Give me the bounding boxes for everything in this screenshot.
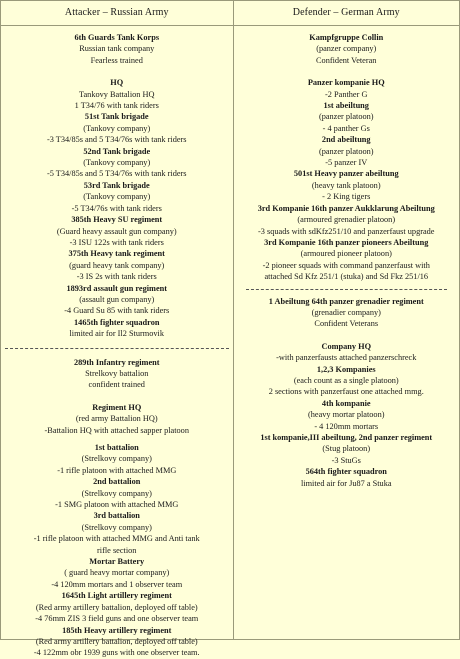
gun1893-detail: -4 Guard Su 85 with tank riders: [64, 306, 170, 316]
brigade52-detail: -5 T34/85s and 5 T34/76s with tank riders: [46, 169, 187, 179]
brigade51-title: 51st Tank brigade: [84, 112, 149, 122]
regiment-hq-line1: (red army Battalion HQ): [75, 414, 158, 424]
battalion3-detail2: rifle section: [97, 545, 137, 555]
abt2-detail: -5 panzer IV: [325, 158, 368, 168]
inf289-company: Strelkovy battalion: [85, 368, 149, 378]
heavy501-title: 501st Heavy panzer abeiltung: [293, 169, 399, 179]
su385-company: (Guard heavy assault gun company): [56, 226, 177, 236]
abt1-company: (panzer platoon): [318, 112, 374, 122]
k123-line2: 2 sections with panzerfaust one attached mmg.: [268, 387, 424, 397]
k3-aukklarung-company: (armoured grenadier platoon): [297, 215, 396, 225]
mortar-detail: -4 120mm mortars and 1 observer team: [51, 579, 183, 589]
brigade51-detail: -3 T34/85s and 5 T34/76s with tank riders: [46, 135, 187, 145]
k1-stug-title: 1st kompanie,III abeiltung, 2nd panzer regiment: [260, 433, 433, 442]
su385-title: 385th Heavy SU regiment: [71, 215, 163, 225]
battalion1-company: (Strelkovy company): [81, 454, 152, 464]
battalion2-company: (Strelkovy company): [81, 488, 152, 498]
panzer-hq-detail: -2 Panther G: [325, 89, 368, 99]
section-divider: [246, 289, 448, 290]
corps-title: 6th Guards Tank Korps: [74, 33, 160, 42]
art1645-title: 1645th Light artillery regiment: [61, 591, 172, 601]
hq-title: HQ: [110, 78, 124, 88]
brigade51-company: (Tankovy company): [83, 123, 151, 133]
battalion3-title: 3rd battalion: [93, 511, 140, 521]
defender-header: Defender – German Army: [234, 1, 460, 26]
panzer-hq-title: Panzer kompanie HQ: [307, 78, 385, 88]
gren64-company: (grenadier company): [311, 307, 381, 317]
art185-line2: -4 122mm obr 1939 guns with one observer team.: [33, 648, 200, 658]
k3-pioneers-title: 3rd Kompanie 16th panzer pioneers Abeiltung: [264, 237, 429, 247]
fighter1465-title: 1465th fighter squadron: [74, 317, 160, 327]
k3-aukklarung-title: 3rd Kompanie 16th panzer Aukklarung Abeiltung: [257, 203, 435, 213]
company-hq-detail: -with panzerfausts attached panzerschreck: [276, 353, 417, 363]
k4-detail: - 4 120mm mortars: [314, 421, 379, 431]
inf289-rating: confident trained: [88, 380, 145, 390]
k123-title: 1,2,3 Kompanies: [316, 364, 376, 374]
corps-rating: Fearless trained: [90, 55, 143, 65]
brigade53-detail: -5 T34/76s with tank riders: [71, 203, 162, 213]
mortar-title: Mortar Battery: [89, 557, 145, 567]
kg-title: Kampfgruppe Collin: [309, 33, 384, 42]
brigade52-title: 52nd Tank brigade: [83, 146, 151, 156]
gren64-title: 1 Abeiltung 64th panzer grenadier regiment: [268, 296, 424, 306]
gun1893-title: 1893rd assault gun regiment: [66, 283, 168, 293]
k1-stug-company: (Stug platoon): [322, 444, 371, 454]
gren64-rating: Confident Veterans: [314, 319, 379, 329]
attacker-body: [1, 26, 233, 659]
kg-company: (panzer company): [316, 44, 377, 54]
battalion3-detail1: -1 rifle platoon with attached MMG and Anti tank: [33, 534, 200, 544]
abt2-company: (panzer platoon): [318, 146, 374, 156]
k1-stug-detail: -3 StuGs: [331, 455, 361, 465]
company-hq-title: Company HQ: [321, 341, 372, 351]
tank375-title: 375th Heavy tank regiment: [68, 249, 165, 259]
kg-rating: Confident Veteran: [316, 55, 377, 65]
battalion1-detail: -1 rifle platoon with attached MMG: [57, 465, 177, 475]
k123-line1: (each count as a single platoon): [293, 375, 399, 385]
abt1-detail: - 4 panther Gs: [322, 123, 370, 133]
battalion2-detail: -1 SMG platoon with attached MMG: [55, 500, 179, 510]
brigade52-company: (Tankovy company): [83, 158, 151, 168]
fighter1465-detail: limited air for Il2 Sturmovik: [69, 329, 164, 339]
tank375-company: (guard heavy tank company): [69, 260, 165, 270]
attacker-header: Attacker – Russian Army: [1, 1, 233, 26]
k4-title: 4th kompanie: [321, 398, 371, 408]
hq-line1: Tankovy Battalion HQ: [79, 89, 155, 99]
art1645-line2: -4 76mm ZIS 3 field guns and one observer team: [35, 614, 199, 624]
regiment-hq-line2: -Battalion HQ with attached sapper platoon: [44, 425, 189, 435]
battalion2-title: 2nd battalion: [93, 477, 141, 487]
k3-aukklarung-detail: -3 squads with sdKfz251/10 and panzerfaust upgrade: [258, 226, 435, 236]
gun1893-company: (assault gun company): [79, 294, 155, 304]
fighter564-detail: limited air for Ju87 a Stuka: [300, 478, 392, 488]
battalion3-company: (Strelkovy company): [81, 522, 152, 532]
art185-title: 185th Heavy artillery regiment: [62, 625, 172, 635]
inf289-title: 289th Infantry regiment: [73, 357, 160, 367]
abt2-title: 2nd abeiltung: [321, 135, 371, 145]
k4-company: (heavy mortar platoon): [308, 410, 385, 420]
corps-company: Russian tank company: [79, 44, 155, 54]
defender-body: [234, 26, 460, 489]
attacker-column: [1, 1, 234, 658]
section-divider: [5, 348, 229, 349]
k3-pioneers-company: (armoured pioneer platoon): [300, 249, 392, 259]
k3-pioneers-detail1: -2 pioneer squads with command panzerfaust with: [262, 260, 430, 270]
regiment-hq-title: Regiment HQ: [92, 402, 142, 412]
art185-line1: (Red army artillery battalion, deployed off table): [35, 636, 198, 646]
heavy501-company: (heavy tank platoon): [311, 180, 381, 190]
battalion1-title: 1st battalion: [94, 443, 139, 452]
abt1-title: 1st abeiltung: [323, 101, 369, 111]
fighter564-title: 564th fighter squadron: [305, 467, 387, 477]
art1645-line1: (Red army artillery battalion, deployed off table): [35, 602, 198, 612]
tank375-detail: -3 IS 2s with tank riders: [76, 272, 157, 282]
brigade53-company: (Tankovy company): [83, 192, 151, 202]
k3-pioneers-detail2: attached Sd Kfz 251/1 (stuka) and Sd Fkz 251/16: [264, 272, 429, 282]
mortar-company: ( guard heavy mortar company): [64, 568, 170, 578]
defender-column: [234, 1, 460, 639]
su385-detail: -3 ISU 122s with tank riders: [69, 237, 164, 247]
brigade53-title: 53rd Tank brigade: [83, 180, 150, 190]
heavy501-detail: - 2 King tigers: [322, 192, 371, 202]
hq-line2: 1 T34/76 with tank riders: [74, 101, 159, 111]
